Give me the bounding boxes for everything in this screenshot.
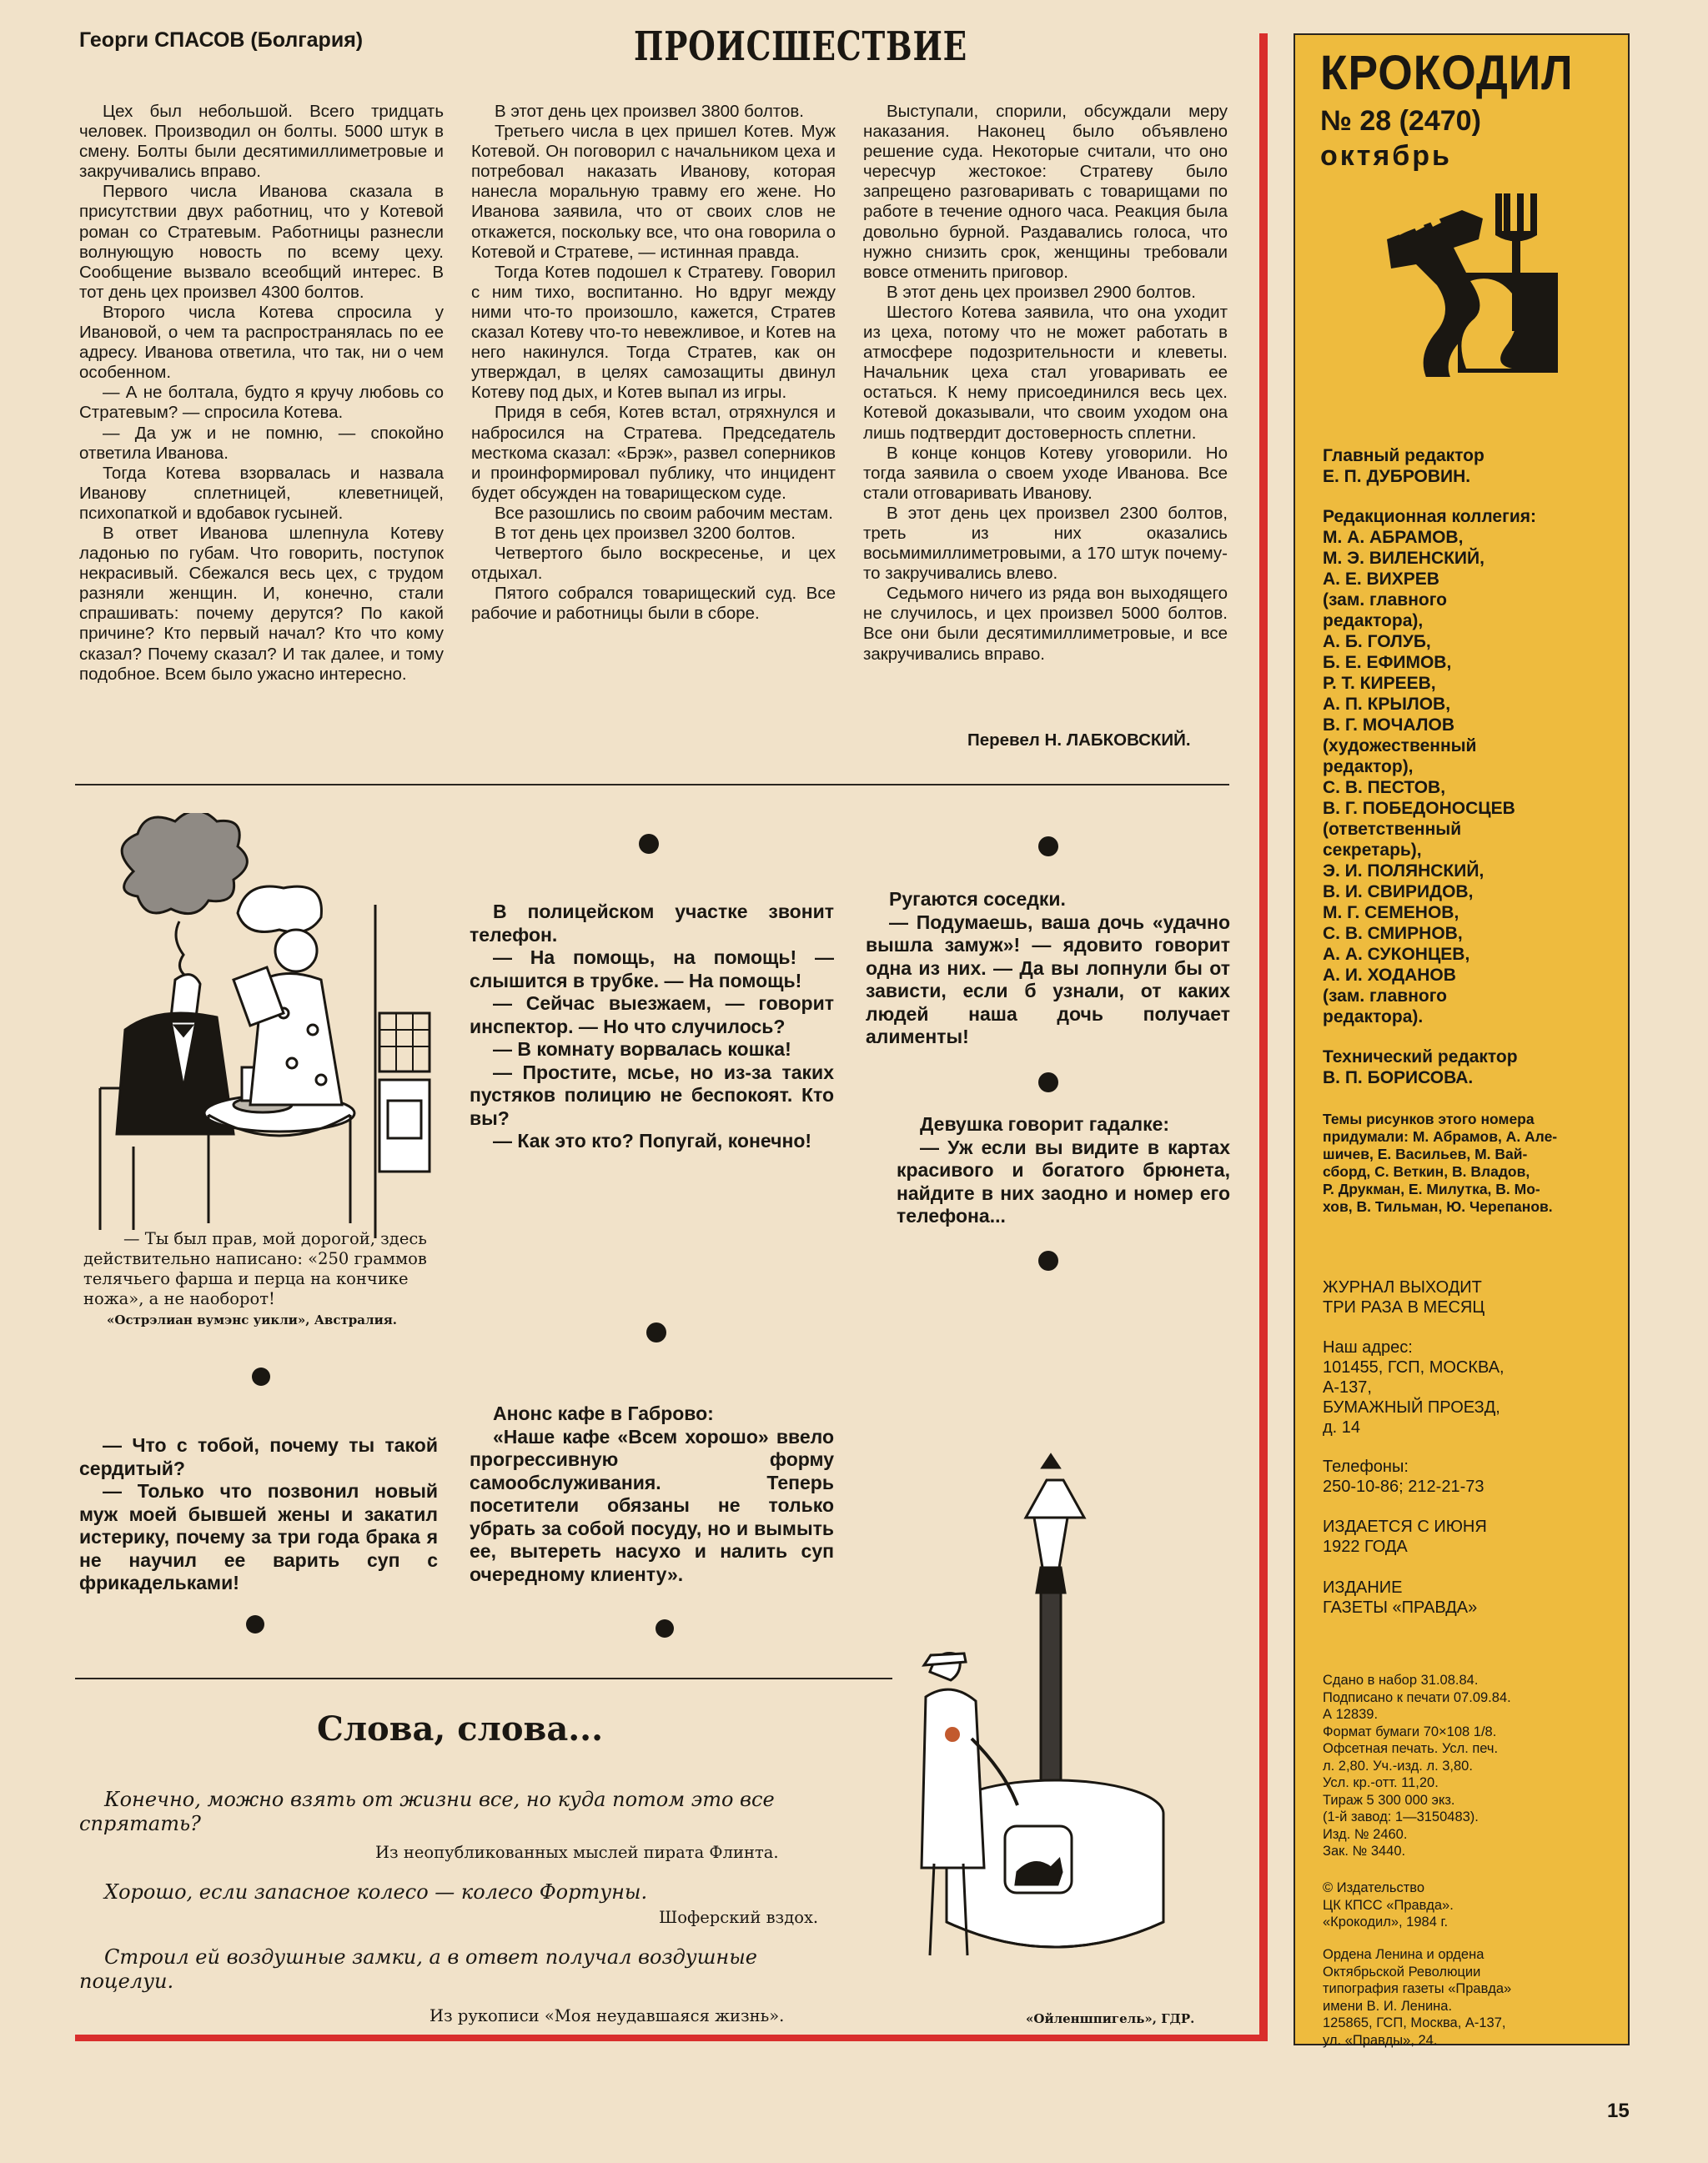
editorial-board: [1323, 506, 1615, 1027]
board-member: В. И. СВИРИДОВ,: [1323, 882, 1474, 901]
separator-dot: [656, 1619, 674, 1638]
board-member: В. Г. ПОБЕДОНОСЦЕВ: [1323, 799, 1515, 818]
copyright-line: ЦК КПСС «Правда».: [1323, 1897, 1454, 1913]
joke-line: — Что с тобой, почему ты такой сердитый?: [79, 1434, 438, 1479]
story-paragraph: В этот день цех произвел 3800 болтов.: [495, 102, 804, 121]
print-line: Офсетная печать. Усл. печ.: [1323, 1741, 1499, 1756]
edition-line: ГАЗЕТЫ «ПРАВДА»: [1323, 1598, 1478, 1617]
editorial-board-list: [1323, 527, 1615, 1027]
joke-fortune-teller: [897, 1113, 1230, 1228]
crocodile-pitchfork-icon: [1379, 181, 1579, 377]
board-member: Э. И. ПОЛЯНСКИЙ,: [1323, 861, 1484, 881]
copyright-line: «Крокодил», 1984 г.: [1323, 1915, 1449, 1930]
story-paragraph: Цех был небольшой. Всего тридцать человек. Производил он болты. 5000 штук в смену. Болты были десятимиллиметровые и закручивались вправо.: [79, 102, 444, 182]
print-line: Изд. № 2460.: [1323, 1826, 1408, 1842]
joke-line: — В комнату ворвалась кошка!: [493, 1038, 791, 1060]
separator-dot: [639, 834, 659, 854]
board-member: А. И. ХОДАНОВ: [1323, 966, 1456, 985]
story-paragraph: Пятого собрался товарищеский суд. Все рабочие и работницы были в сборе.: [471, 584, 836, 624]
story-paragraph: Седьмого ничего из ряда вон выходящего не случилось, и цех произвел 5000 болтов. Все они были десятимиллиметровые, и все закручивались вправо.: [863, 584, 1228, 664]
story-paragraph: В ответ Иванова шлепнула Котеву ладонью по губам. Что говорить, поступок некрасивый. Сбежался весь цех, с трудом разняли женщин. И, конечно, стали спрашивать: почему дерутся? По какой причине? Кто первый начал? Кто что кому сказал? Почему сказал? И так далее, и тому подобное. Всем было ужасно интересно.: [79, 523, 444, 684]
themes-line: Р. Друкман, Е. Милутка, В. Мо-: [1323, 1181, 1540, 1197]
typography-line: Октябрьской Революции: [1323, 1964, 1481, 1980]
joke-line: «Наше кафе «Всем хорошо» ввело прогрессивную форму самообслуживания. Теперь посетители обязаны не только убрать за собой посуду, но и вымыть ее, вытереть насухо и налить суп очередному клиенту».: [470, 1425, 834, 1585]
story-paragraph: В этот день цех произвел 2900 болтов.: [887, 282, 1196, 302]
editorial-phones: [1323, 1457, 1615, 1497]
separator-dot: [646, 1322, 666, 1342]
joke-line: Ругаются соседки.: [889, 888, 1066, 910]
board-member: В. Г. МОЧАЛОВ: [1323, 715, 1455, 735]
translator-credit: Перевел Н. ЛАБКОВСКИЙ.: [967, 730, 1191, 750]
issue-info: [1320, 103, 1481, 173]
board-member: (зам. главного: [1323, 590, 1447, 610]
joke-line: — Подумаешь, ваша дочь «удачно вышла замуж»! — ядовито говорит одна из них. — Да вы лопнули бы от зависти, если б узнали, от каких людей наша дочь получает алименты!: [866, 911, 1230, 1047]
joke-line: — На помощь, на помощь! — слышится в трубке. — На помощь!: [470, 946, 834, 991]
words-section-title: Слова, слова...: [317, 1709, 604, 1749]
edition-line: ИЗДАНИЕ: [1323, 1578, 1403, 1597]
story-column-2: [471, 102, 836, 624]
quote-text: Строил ей воздушные замки, а в ответ получал воздушные поцелуи.: [79, 1945, 757, 1993]
copyright-notice: [1323, 1879, 1615, 1931]
printing-house: [1323, 1946, 1615, 2049]
print-line: Зак. № 3440.: [1323, 1844, 1406, 1859]
chief-editor-title: Главный редактор: [1323, 446, 1484, 465]
story-column-3: [863, 102, 1228, 665]
red-bottom-rule: [75, 2035, 1268, 2041]
board-member: А. Е. ВИХРЕВ: [1323, 570, 1439, 589]
board-member: редактор),: [1323, 757, 1414, 776]
cartoon-themes-credits: [1323, 1111, 1615, 1216]
phones-line: Телефоны:: [1323, 1458, 1409, 1476]
tech-editor-title: Технический редактор: [1323, 1047, 1518, 1066]
story-paragraph: — Да уж и не помню, — спокойно ответила Иванова.: [79, 423, 444, 463]
board-member: А. А. СУКОНЦЕВ,: [1323, 945, 1470, 964]
chief-editor: [1323, 445, 1615, 487]
board-member: С. В. СМИРНОВ,: [1323, 924, 1463, 943]
red-vertical-rule: [1259, 33, 1268, 2041]
board-member: А. Б. ГОЛУБ,: [1323, 632, 1431, 651]
joke-soup: [79, 1434, 438, 1595]
typography-line: имени В. И. Ленина.: [1323, 1998, 1453, 2014]
story-paragraph: Все разошлись по своим рабочим местам.: [495, 503, 833, 523]
chief-editor-name: Е. П. ДУБРОВИН.: [1323, 467, 1471, 486]
print-line: Тираж 5 300 000 экз.: [1323, 1792, 1455, 1808]
story-paragraph: Придя в себя, Котев встал, отряхнулся и набросился на Стратева. Председатель месткома сказал: «Брэк», развел соперников и проинформировал публику, что инцидент будет обсужден на товарищеском суде.: [471, 403, 836, 503]
joke-line: Анонс кафе в Габрово:: [493, 1403, 714, 1424]
typography-line: 125865, ГСП, Москва, А-137,: [1323, 2015, 1506, 2030]
joke-gabrovo-cafe: [470, 1403, 834, 1586]
print-line: А 12839.: [1323, 1707, 1379, 1722]
board-member: С. В. ПЕСТОВ,: [1323, 778, 1446, 797]
print-line: Усл. кр.-отт. 11,20.: [1323, 1775, 1439, 1790]
address-line: А-137,: [1323, 1378, 1372, 1397]
quote-source: Шоферский вздох.: [659, 1908, 819, 1927]
separator-dot: [1038, 1072, 1058, 1092]
story-paragraph: Тогда Котев подошел к Стратеву. Говорил с ним тихо, воспитанно. Но вдруг между ними что-то произошло, кажется, Стратев сказал Котеву что-то невежливое, и Котев на него накинулся. Тогда Стратев, как он утверждал, в целях самозащиты двинул Котеву под дых, и Котев выпал из игры.: [471, 262, 836, 403]
editorial-board-title: Редакционная коллегия:: [1323, 507, 1536, 526]
separator-dot: [1038, 1251, 1058, 1271]
print-line: Сдано в набор 31.08.84.: [1323, 1673, 1479, 1688]
board-member: М. А. АБРАМОВ,: [1323, 528, 1464, 547]
themes-line: сборд, С. Веткин, В. Владов,: [1323, 1163, 1530, 1180]
story-headline: ПРОИСШЕСТВИЕ: [634, 23, 967, 70]
themes-line: хов, В. Тильман, Ю. Черепанов.: [1323, 1198, 1553, 1215]
address-line: БУМАЖНЫЙ ПРОЕЗД,: [1323, 1398, 1500, 1417]
cartoon-lamppost-illustration: [901, 1447, 1259, 1989]
cartoon-cookbook-credit: «Острэлиан вумэнс уикли», Австралия.: [107, 1312, 397, 1327]
board-member: Б. Е. ЕФИМОВ,: [1323, 653, 1452, 672]
phones-line: 250-10-86; 212-21-73: [1323, 1478, 1484, 1496]
quote-source: Из рукописи «Моя неудавшаяся жизнь».: [430, 2006, 785, 2025]
joke-line: — Уж если вы видите в картах красивого и богатого брюнета, найдите в них заодно и номер его телефона...: [897, 1136, 1230, 1227]
joke-line: — Как это кто? Попугай, конечно!: [493, 1130, 812, 1152]
story-paragraph: — А не болтала, будто я кручу любовь со Стратевым? — спросила Котева.: [79, 383, 444, 423]
story-paragraph: В этот день цех произвел 2300 болтов, треть из них оказались восьмимиллиметровыми, а 170 штук почему-то закручивались влево.: [863, 503, 1228, 584]
published-since: [1323, 1517, 1615, 1557]
frequency-line: ТРИ РАЗА В МЕСЯЦ: [1323, 1298, 1485, 1317]
board-member: секретарь),: [1323, 841, 1422, 860]
typography-line: Ордена Ленина и ордена: [1323, 1947, 1484, 1962]
copyright-line: © Издательство: [1323, 1880, 1425, 1895]
joke-line: Девушка говорит гадалке:: [920, 1113, 1170, 1135]
print-line: л. 2,80. Уч.-изд. л. 3,80.: [1323, 1758, 1473, 1774]
tech-editor: [1323, 1046, 1615, 1088]
quote-source: Из неопубликованных мыслей пирата Флинта.: [375, 1843, 779, 1862]
story-column-1: [79, 102, 444, 685]
separator-dot: [252, 1368, 270, 1386]
board-member: А. П. КРЫЛОВ,: [1323, 695, 1451, 714]
magazine-logo: КРОКОДИЛ: [1320, 46, 1574, 100]
editorial-address: [1323, 1337, 1615, 1438]
story-paragraph: Второго числа Котева спросила у Ивановой, о чем та распространялась по ее адресу. Иванова ответила, что так, ни о чем особенном.: [79, 302, 444, 383]
issue-number: № 28 (2470): [1320, 105, 1481, 137]
print-line: Подписано к печати 07.09.84.: [1323, 1689, 1511, 1705]
board-member: (зам. главного: [1323, 986, 1447, 1006]
board-member: Р. Т. КИРЕЕВ,: [1323, 674, 1436, 693]
issue-month: октябрь: [1320, 140, 1452, 172]
divider-top: [75, 784, 1229, 785]
print-line: (1-й завод: 1—3150483).: [1323, 1809, 1479, 1824]
masthead-sidebar: [1294, 33, 1630, 2048]
board-member: редактора).: [1323, 1007, 1424, 1026]
author-byline: Георги СПАСОВ (Болгария): [79, 28, 364, 52]
cartoon-cookbook-illustration: [83, 813, 434, 1238]
story-paragraph: Выступали, спорили, обсуждали меру наказания. Наконец было объявлено решение суда. Некоторые считали, что оно чересчур жестокое: Стратеву было запрещено разговаривать с товарищами по работе в течение одного часа. Реакция была довольно бурной. Раздавались голоса, что нужно снизить срок, женщины требовали вовсе отменить приговор.: [863, 102, 1228, 282]
tech-editor-name: В. П. БОРИСОВА.: [1323, 1068, 1474, 1087]
quote-text: Конечно, можно взять от жизни все, но куда потом это все спрятать?: [79, 1788, 775, 1835]
board-member: (художественный: [1323, 736, 1477, 755]
joke-neighbors: [866, 888, 1230, 1049]
page-number: 15: [1607, 2100, 1630, 2122]
story-paragraph: В конце концов Котеву уговорили. Но тогда заявила о своем уходе Иванова. Все стали отговаривать Иванову.: [863, 443, 1228, 503]
since-line: ИЗДАЕТСЯ С ИЮНЯ: [1323, 1518, 1487, 1536]
separator-dot: [1038, 836, 1058, 856]
story-paragraph: Шестого Котева заявила, что она уходит из цеха, потому что не может работать в атмосфере подозрительности и клеветы. Начальник цеха стал уговаривать ее остаться. К нему присоединился весь цех. Котевой доказывали, что своим уходом она лишь подтвердит достоверность сплетни.: [863, 302, 1228, 443]
since-line: 1922 ГОДА: [1323, 1538, 1408, 1556]
story-paragraph: Четвертого было воскресенье, и цех отдыхал.: [471, 544, 836, 584]
typography-line: ул. «Правды», 24.: [1323, 2032, 1438, 2048]
story-paragraph: Тогда Котева взорвалась и назвала Иванову сплетницей, клеветницей, психопаткой и вдобавок гусыней.: [79, 463, 444, 523]
themes-line: шичев, Е. Васильев, М. Вай-: [1323, 1146, 1528, 1162]
quote-text: Хорошо, если запасное колесо — колесо Фортуны.: [104, 1880, 648, 1904]
address-line: д. 14: [1323, 1418, 1361, 1437]
board-member: (ответственный: [1323, 820, 1462, 839]
cartoon-cookbook-caption: — Ты был прав, мой дорогой, здесь действительно написано: «250 граммов телячьего фарша и перца на кончике ножа», а не наоборот!: [83, 1229, 427, 1308]
board-member: редактора),: [1323, 611, 1424, 630]
address-line: 101455, ГСП, МОСКВА,: [1323, 1358, 1505, 1377]
typography-line: типография газеты «Правда»: [1323, 1981, 1512, 1996]
joke-line: — Простите, мсье, но из-за таких пустяков полицию не беспокоят. Кто вы?: [470, 1061, 834, 1129]
themes-line: придумали: М. Абрамов, А. Але-: [1323, 1128, 1558, 1145]
joke-line: — Сейчас выезжаем, — говорит инспектор. — Но что случилось?: [470, 992, 834, 1037]
separator-dot: [246, 1615, 264, 1634]
board-member: М. Э. ВИЛЕНСКИЙ,: [1323, 549, 1484, 568]
story-paragraph: В тот день цех произвел 3200 болтов.: [495, 523, 796, 543]
frequency-line: ЖУРНАЛ ВЫХОДИТ: [1323, 1278, 1482, 1297]
publisher-edition: [1323, 1578, 1615, 1618]
print-line: Формат бумаги 70×108 1/8.: [1323, 1724, 1497, 1739]
board-member: М. Г. СЕМЕНОВ,: [1323, 903, 1459, 922]
story-paragraph: Первого числа Иванова сказала в присутствии двух работниц, что у Котевой роман со Стратевым. Работницы разнесли волнующую новость по всему цеху. Сообщение вызвало всеобщий интерес. В тот день цех произвел 4300 болтов.: [79, 182, 444, 302]
joke-line: В полицейском участке звонит телефон.: [470, 901, 834, 946]
themes-line: Темы рисунков этого номера: [1323, 1111, 1535, 1127]
address-line: Наш адрес:: [1323, 1338, 1413, 1357]
cartoon-lamppost-credit: «Ойленшпигель», ГДР.: [1026, 2011, 1195, 2026]
divider-bottom: [75, 1678, 892, 1679]
joke-line: — Только что позвонил новый муж моей бывшей жены и закатил истерику, почему за три года брака я не научил ее варить суп с фрикадельками!: [79, 1480, 438, 1593]
publication-frequency: [1323, 1277, 1615, 1317]
printing-details: [1323, 1672, 1615, 1860]
joke-police-station: [470, 901, 834, 1153]
story-paragraph: Третьего числа в цех пришел Котев. Муж Котевой. Он поговорил с начальником цеха и потребовал наказать Иванову, которая нанесла моральную травму его жене. Но Иванова заявила, что от своих слов не откажется, поскольку все, что она говорила о Котевой и Стратеве, — истинная правда.: [471, 122, 836, 262]
